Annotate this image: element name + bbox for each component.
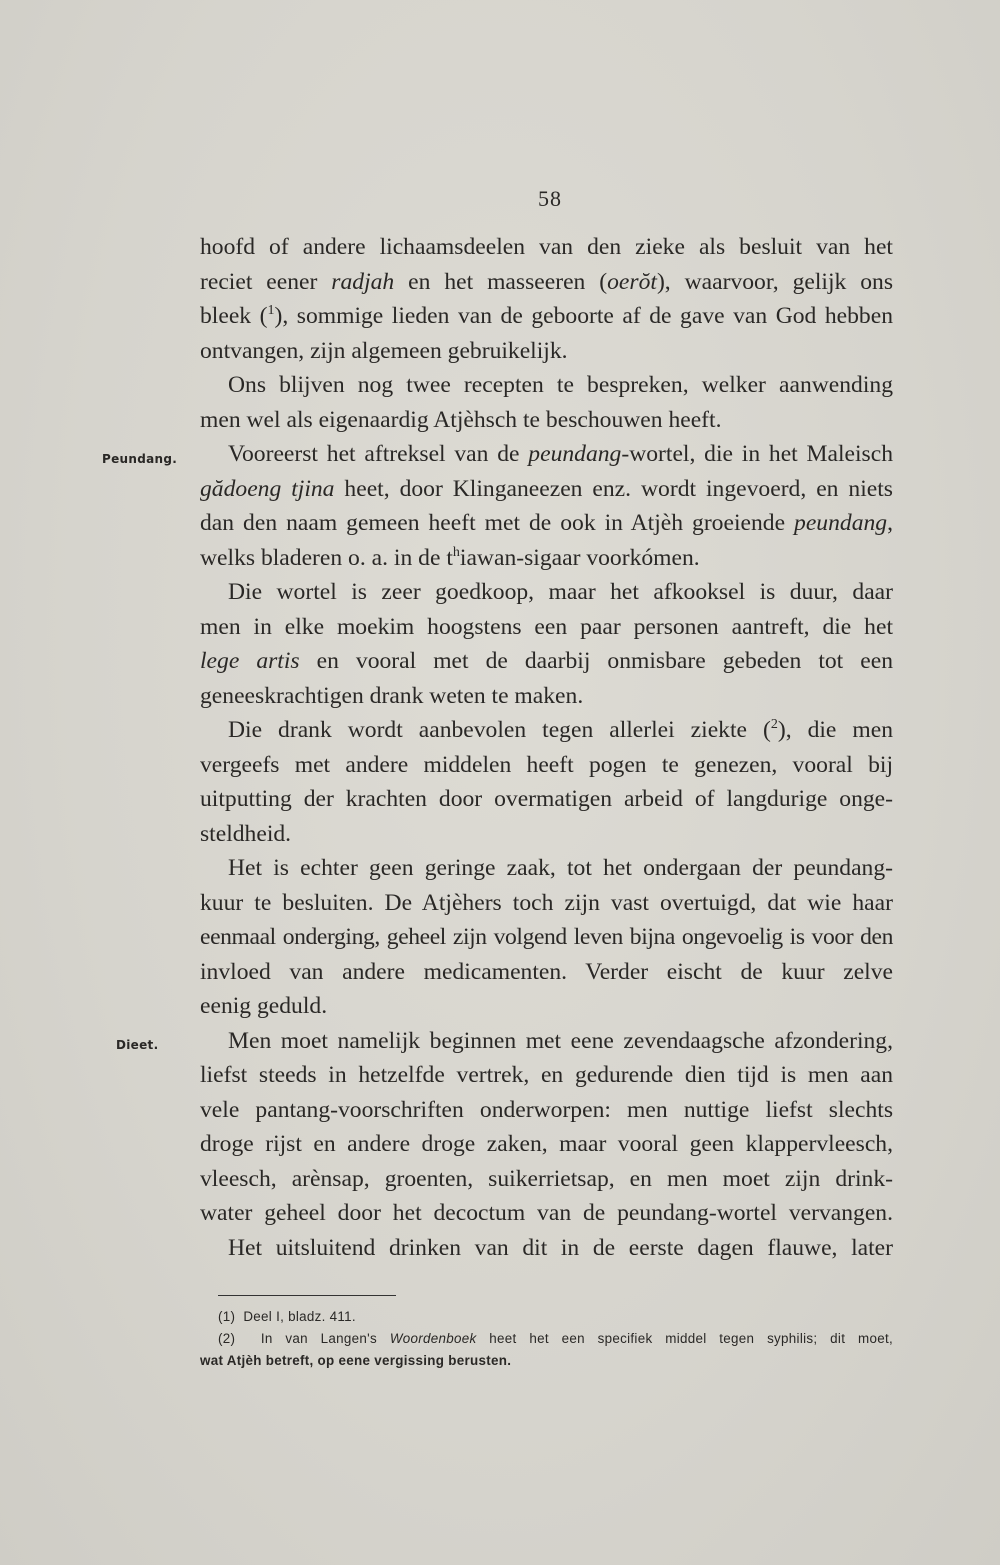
margin-note-peundang: Peundang. xyxy=(102,452,178,466)
italic-term: peundang xyxy=(794,510,888,536)
footnote-divider xyxy=(218,1295,396,1296)
footnote-mark: (1) xyxy=(218,1309,236,1324)
text-line: invloed van andere medicamenten. Verder eischt de kuur zelve xyxy=(200,958,893,985)
paragraph-3 xyxy=(200,437,893,575)
text-line: vleesch, arènsap, groenten, suikerrietsap, en men moet zijn drink- xyxy=(200,1165,893,1192)
text-line: lege artis en vooral met de daarbij onmisbare gebeden tot een xyxy=(200,648,893,674)
text-line: Die wortel is zeer goedkoop, maar het afkooksel is duur, daar xyxy=(228,579,893,605)
footnote-2-continuation: wat Atjèh betreft, op eene vergissing berusten. xyxy=(200,1353,512,1368)
footnote-1: (1) Deel I, bladz. 411. xyxy=(218,1309,356,1324)
footnote-ref: 1 xyxy=(267,303,275,319)
footnote-mark: (2) xyxy=(218,1331,236,1346)
text-line: ontvangen, zijn algemeen gebruikelijk. xyxy=(200,337,568,364)
footnote-2: (2) In van Langen's Woordenboek heet het een specifiek middel tegen syphilis; dit moet, xyxy=(218,1331,893,1346)
footnotes xyxy=(200,1306,893,1372)
text-line: Ons blijven nog twee recepten te bespreken, welker aanwending xyxy=(228,372,893,398)
paragraph-2 xyxy=(200,368,893,437)
text-line: uitputting der krachten door overmatigen arbeid of langdurige onge- xyxy=(200,786,893,812)
page-number: 58 xyxy=(538,186,562,211)
text-line: eenmaal onderging, geheel zijn volgend leven bijna ongevoelig is voor den xyxy=(200,924,893,950)
text-line: steldheid. xyxy=(200,820,292,847)
superscript: h xyxy=(452,544,460,560)
paragraph-6 xyxy=(200,851,893,1024)
text-line: Vooreerst het aftreksel van de peundang-wortel, die in het Maleisch xyxy=(228,441,894,467)
text-line: liefst steeds in hetzelfde vertrek, en gedurende dien tijd is men aan xyxy=(200,1062,893,1088)
margin-note-dieet: Dieet. xyxy=(116,1038,159,1052)
text-line: Het is echter geen geringe zaak, tot het ondergaan der peundang- xyxy=(228,855,893,881)
paragraph-8 xyxy=(200,1231,893,1266)
text-line: droge rijst en andere droge zaken, maar vooral geen klappervleesch, xyxy=(200,1131,893,1157)
text-line: vele pantang-voorschriften onderworpen: men nuttige liefst slechts xyxy=(200,1096,893,1123)
paragraph-4 xyxy=(200,575,893,713)
text-line: Men moet namelijk beginnen met eene zevendaagsche afzondering, xyxy=(228,1027,893,1054)
text-line: reciet eener radjah en het masseeren (oerŏt), waarvoor, gelijk ons xyxy=(200,268,893,295)
paragraph-7 xyxy=(200,1024,893,1231)
text-line: water geheel door het decoctum van de peundang-wortel vervangen. xyxy=(200,1200,893,1226)
text-line: welks bladeren o. a. in de $t^hiawan$-sigaar voorkómen. xyxy=(200,544,700,571)
italic-term: gădoeng tjina xyxy=(200,475,335,502)
footnote-ref: 2 xyxy=(770,717,778,733)
text-line: dan den naam gemeen heeft met de ook in Atjèh groeiende peundang, xyxy=(200,510,893,536)
italic-term: peundang xyxy=(528,441,622,467)
text-line: men wel als eigenaardig Atjèhsch te beschouwen heeft. xyxy=(200,406,722,433)
italic-term: lege artis xyxy=(200,648,300,674)
text-line: Die drank wordt aanbevolen tegen allerlei ziekte ($^2$), die men xyxy=(228,717,893,743)
body-text xyxy=(200,230,893,1265)
text-line: men in elke moekim hoogstens een paar personen aantreft, die het xyxy=(200,613,893,640)
text-line: Het uitsluitend drinken van dit in de eerste dagen flauwe, later xyxy=(228,1234,893,1261)
paragraph-1 xyxy=(200,230,893,368)
italic-term: oerŏt xyxy=(607,268,657,295)
italic-title: Woordenboek xyxy=(389,1331,477,1346)
text-line: bleek ($^1$), sommige lieden van de geboorte af de gave van God hebben xyxy=(200,303,893,329)
text-line: gădoeng tjina heet, door Klinganeezen enz. wordt ingevoerd, en niets xyxy=(200,475,893,502)
text-line: geneeskrachtigen drank weten te maken. xyxy=(200,682,584,709)
text-line: vergeefs met andere middelen heeft pogen te genezen, vooral bij xyxy=(200,751,893,778)
text-line: eenig geduld. xyxy=(200,993,328,1019)
paragraph-5 xyxy=(200,713,893,851)
italic-term: radjah xyxy=(331,268,395,295)
text-line: hoofd of andere lichaamsdeelen van den zieke als besluit van het xyxy=(200,234,893,260)
text-line: kuur te besluiten. De Atjèhers toch zijn vast overtuigd, dat wie haar xyxy=(200,889,893,916)
